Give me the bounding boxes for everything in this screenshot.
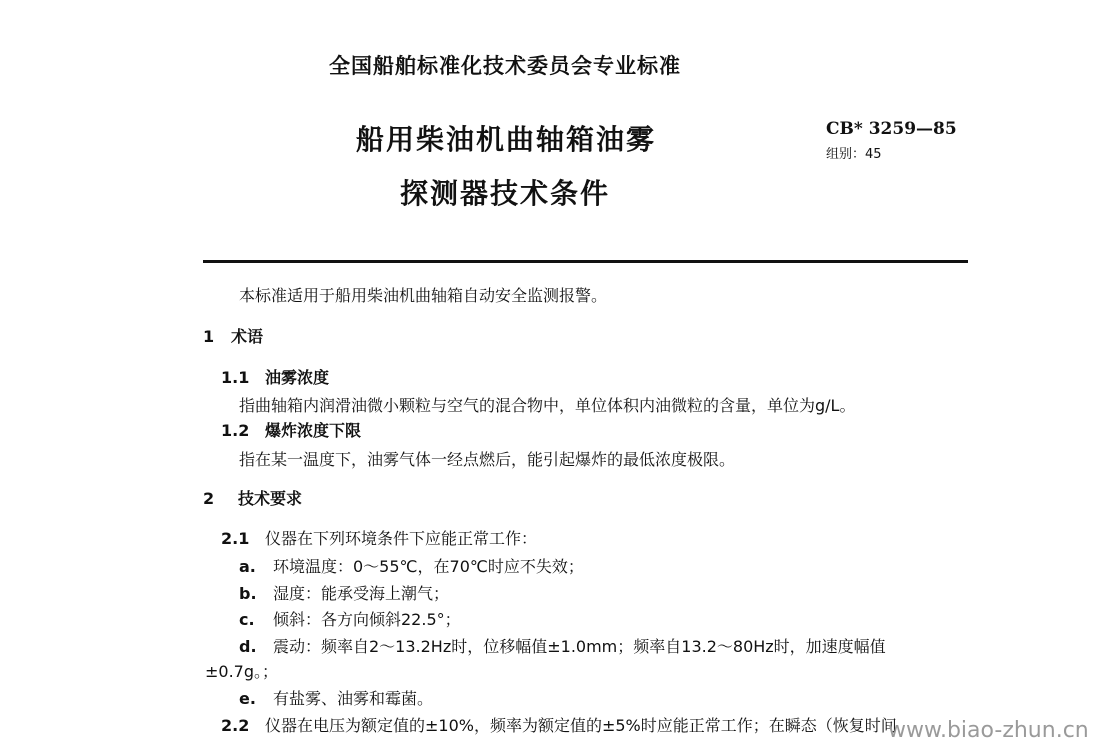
list-item-c-text: 倾斜：各方向倾斜22.5°；	[273, 610, 461, 629]
list-item-b-text: 湿度：能承受海上潮气；	[273, 584, 450, 603]
header-divider	[203, 260, 968, 263]
standard-code: CB* 3259—85	[826, 119, 957, 139]
list-item-d-mark: d.	[239, 637, 257, 656]
list-item-b-mark: b.	[239, 584, 257, 603]
section-1-2-text: 指在某一温度下，油雾气体一经点燃后，能引起爆炸的最低浓度极限。	[239, 450, 736, 469]
committee-heading: 全国船舶标准化技术委员会专业标准	[329, 54, 681, 78]
section-2-number: 2	[203, 489, 215, 508]
scope-statement: 本标准适用于船用柴油机曲轴箱自动安全监测报警。	[239, 286, 608, 305]
list-item-d-text: 震动：频率自2～13.2Hz时，位移幅值±1.0mm；频率自13.2～80Hz时，加速度幅值	[273, 637, 886, 656]
section-2-2-number: 2.2	[221, 716, 250, 735]
section-2-1-text: 仪器在下列环境条件下应能正常工作：	[265, 529, 538, 548]
standard-group: 组别：45	[826, 147, 882, 162]
list-item-e-text: 有盐雾、油雾和霉菌。	[273, 689, 434, 708]
section-1-1-title: 油雾浓度	[265, 368, 330, 387]
list-item-a-mark: a.	[239, 557, 256, 576]
list-item-a-text: 环境温度：0～55℃，在70℃时应不失效；	[273, 557, 584, 576]
section-2-2-text: 仪器在电压为额定值的±10%，频率为额定值的±5%时应能正常工作；在瞬态（恢复时间	[265, 716, 897, 735]
site-watermark: www.biao-zhun.cn	[888, 718, 1089, 743]
section-1-number: 1	[203, 327, 215, 346]
section-1-2-title: 爆炸浓度下限	[265, 421, 362, 440]
standard-title-line-1: 船用柴油机曲轴箱油雾	[356, 123, 657, 156]
section-1-title: 术语	[231, 327, 264, 346]
section-2-1-number: 2.1	[221, 529, 250, 548]
list-item-e-mark: e.	[239, 689, 256, 708]
section-1-1-number: 1.1	[221, 368, 250, 387]
section-1-2-number: 1.2	[221, 421, 250, 440]
list-item-d-continuation: ±0.7g。；	[205, 662, 279, 681]
list-item-c-mark: c.	[239, 610, 255, 629]
section-2-title: 技术要求	[238, 489, 303, 508]
section-1-1-text: 指曲轴箱内润滑油微小颗粒与空气的混合物中，单位体积内油微粒的含量，单位为g/L。	[239, 396, 856, 415]
standard-title-line-2: 探测器技术条件	[400, 177, 611, 210]
